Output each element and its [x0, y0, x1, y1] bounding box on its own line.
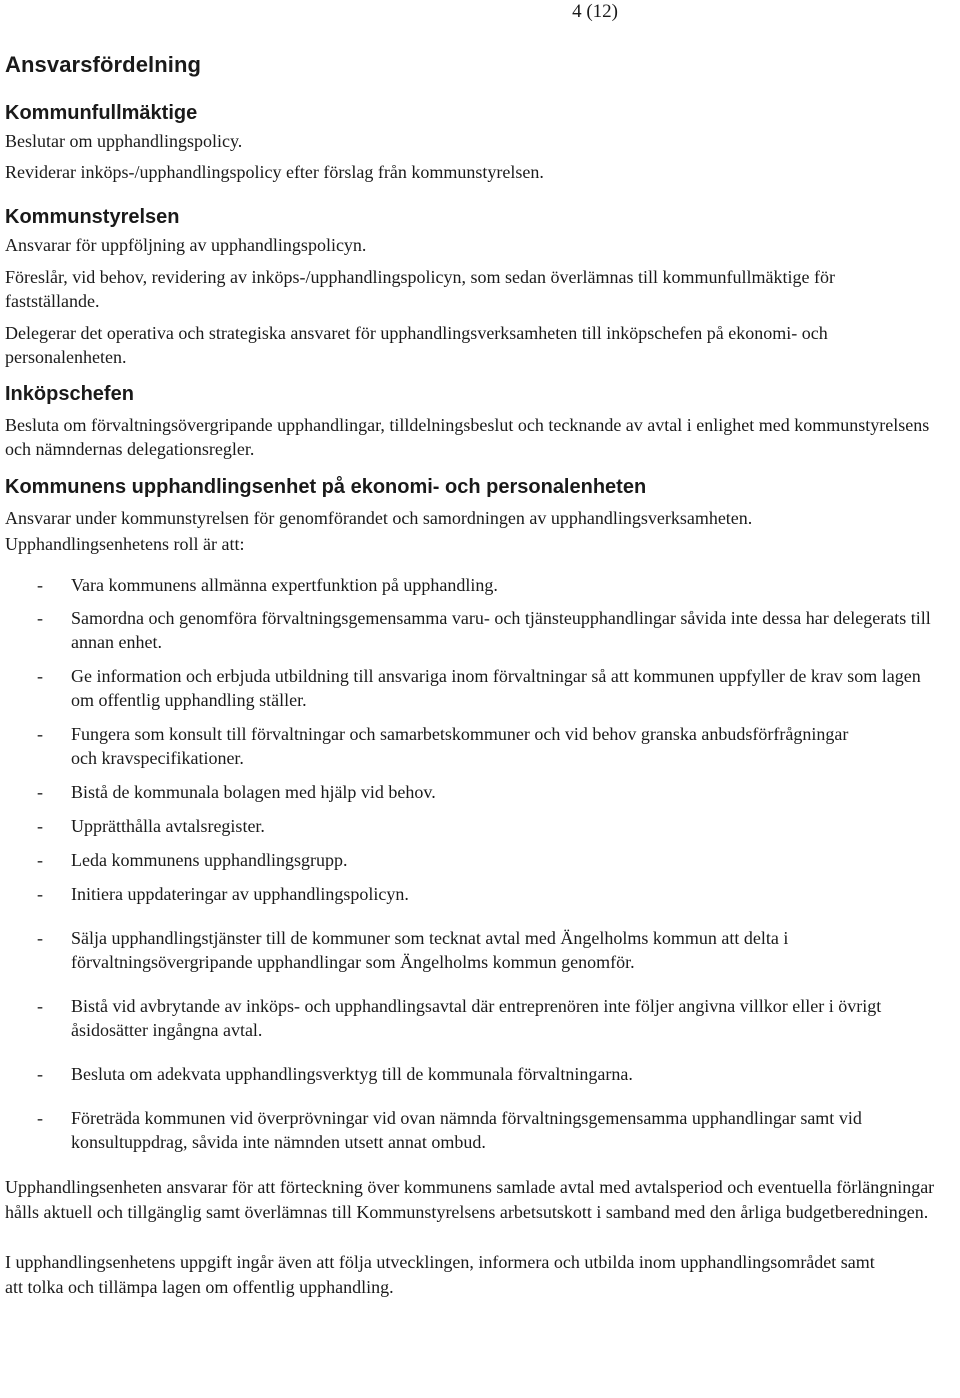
list-item: - Bistå vid avbrytande av inköps- och upphandlingsavtal där entreprenören inte följer angivna villkor eller i övrigt åsidosätter ingångna avtal. [5, 994, 957, 1042]
paragraph: I upphandlingsenhetens uppgift ingår även att följa utvecklingen, informera och utbilda inom upphandlingsområdet samt att tolka och tillämpa lagen om offentlig upphandling. [5, 1252, 875, 1297]
list-item: - Upprätthålla avtalsregister. [5, 814, 957, 838]
paragraph: Reviderar inköps-/upphandlingspolicy efter förslag från kommunstyrelsen. [5, 162, 544, 182]
paragraph: Upphandlingsenheten ansvarar för att förteckning över kommunens samlade avtal med avtalsperiod och eventuella förlängningar hålls aktuell och tillgänglig samt överlämnas till Kommunstyrelsens arbetsutskott i samband med den årliga budgetberedningen. [5, 1177, 935, 1222]
document-body [5, 50, 957, 1300]
list-item: - Företräda kommunen vid överprövningar vid ovan nämnda förvaltningsgemensamma upphandlingar samt vid konsultuppdrag, såvida inte nämnden utsett annat ombud. [5, 1106, 957, 1154]
heading-kommunstyrelsen: Kommunstyrelsen [5, 206, 180, 228]
list-item: - Besluta om adekvata upphandlingsverktyg till de kommunala förvaltningarna. [5, 1062, 957, 1086]
list-item: - Fungera som konsult till förvaltningar och samarbetskommuner och vid behov granska anbudsförfrågningar och kravspecifikationer. [5, 722, 957, 770]
paragraph: Ansvarar under kommunstyrelsen för genomförandet och samordningen av upphandlingsverksamheten. [5, 508, 753, 528]
heading-upphandlingsenhet: Kommunens upphandlingsenhet på ekonomi- och personalenheten [5, 476, 647, 498]
list-item: - Bistå de kommunala bolagen med hjälp vid behov. [5, 780, 957, 804]
paragraph: Ansvarar för uppföljning av upphandlingspolicyn. [5, 235, 367, 255]
heading-kommunfullmaktige: Kommunfullmäktige [5, 102, 198, 124]
heading-inkopschefen: Inköpschefen [5, 383, 134, 405]
paragraph: Besluta om förvaltningsövergripande upphandlingar, tilldelningsbeslut och tecknande av avtal i enlighet med kommunstyrelsens och nämndernas delegationsregler. [5, 415, 930, 459]
page-number: 4 (12) [572, 1, 618, 22]
list-item: - Vara kommunens allmänna expertfunktion på upphandling. [5, 573, 957, 597]
page-title: Ansvarsfördelning [5, 52, 202, 77]
paragraph: Delegerar det operativa och strategiska ansvaret för upphandlingsverksamheten till inköpschefen på ekonomi- och personalenheten. [5, 323, 828, 367]
list-item: - Initiera uppdateringar av upphandlingspolicyn. [5, 882, 957, 906]
list-item: - Samordna och genomföra förvaltningsgemensamma varu- och tjänsteupphandlingar såvida inte dessa har delegerats till annan enhet. [5, 606, 957, 654]
paragraph: Föreslår, vid behov, revidering av inköps-/upphandlingspolicyn, som sedan överlämnas till kommunfullmäktige för fastställande. [5, 267, 835, 311]
list-item: - Ge information och erbjuda utbildning till ansvariga inom förvaltningar så att kommunen uppfyller de krav som lagen om offentlig upphandling ställer. [5, 664, 957, 712]
paragraph: Beslutar om upphandlingspolicy. [5, 131, 243, 151]
list-item: - Sälja upphandlingstjänster till de kommuner som tecknat avtal med Ängelholms kommun att delta i förvaltningsövergripande upphandlingar som Ängelholms kommun genomför. [5, 926, 957, 974]
paragraph: Upphandlingsenhetens roll är att: [5, 534, 245, 554]
role-list [5, 573, 957, 1154]
list-item: - Leda kommunens upphandlingsgrupp. [5, 848, 957, 872]
